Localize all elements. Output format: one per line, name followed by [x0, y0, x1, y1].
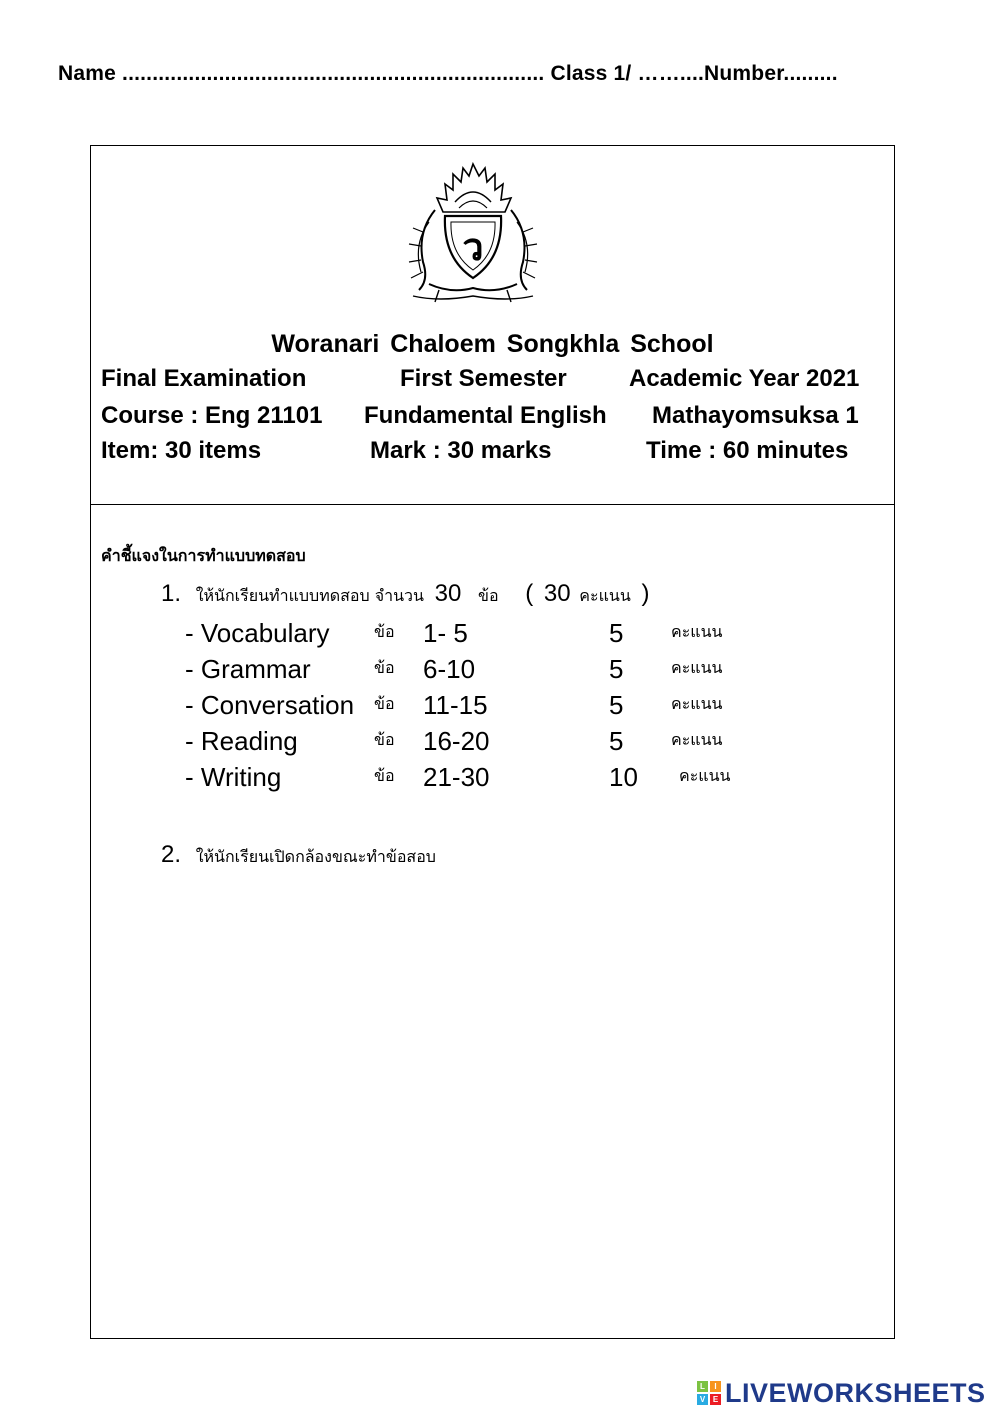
name-class-number-line: Name ...................................................................... Class 1/ ……....Number.........: [58, 62, 838, 85]
section-item-word: ข้อ: [374, 694, 395, 713]
item-1-open-paren: (: [525, 580, 534, 607]
exam-cover-frame: [90, 145, 895, 1339]
section-points: 5: [609, 690, 624, 720]
section-range: 21-30: [423, 762, 490, 792]
instruction-item-2: [161, 841, 436, 870]
section-name: - Grammar: [185, 654, 311, 684]
item-count: Item: 30 items: [101, 437, 262, 464]
item-1-close-paren: ): [641, 580, 650, 607]
section-row-writing: [91, 762, 894, 798]
section-points-word: คะแนน: [671, 730, 723, 749]
section-row-grammar: [91, 654, 894, 690]
item-1-text: ให้นักเรียนทำแบบทดสอบ จำนวน: [195, 586, 424, 605]
item-1-number: 1.: [161, 580, 182, 607]
semester: First Semester: [400, 365, 567, 392]
section-item-word: ข้อ: [374, 658, 395, 677]
course-name: Fundamental English: [364, 402, 607, 429]
section-item-word: ข้อ: [374, 622, 395, 641]
section-range: 6-10: [423, 654, 476, 684]
school-crest-icon: [399, 162, 547, 304]
item-2-text: ให้นักเรียนเปิดกล้องขณะทำข้อสอบ: [195, 847, 436, 866]
logo-text: LIVEWORKSHEETS: [725, 1377, 986, 1408]
liveworksheets-logo: [697, 1378, 986, 1408]
section-points: 5: [609, 618, 624, 648]
section-points: 5: [609, 654, 624, 684]
section-item-word: ข้อ: [374, 730, 395, 749]
item-1-unit: ข้อ: [478, 586, 499, 605]
section-name: - Reading: [185, 726, 298, 756]
section-points-word: คะแนน: [671, 622, 723, 641]
academic-year: Academic Year 2021: [629, 365, 860, 392]
svg-text:ว: ว: [462, 225, 484, 269]
section-row-conversation: [91, 690, 894, 726]
section-points-word: คะแนน: [679, 766, 731, 785]
item-1-score: 30: [543, 580, 571, 607]
section-name: - Vocabulary: [185, 618, 330, 648]
section-name: - Writing: [185, 762, 282, 792]
item-1-count: 30: [434, 580, 462, 607]
school-name: Woranari Chaloem Songkhla School: [271, 330, 714, 358]
item-1-score-unit: คะแนน: [579, 586, 631, 605]
total-marks: Mark : 30 marks: [370, 437, 552, 464]
section-points-word: คะแนน: [671, 694, 723, 713]
instruction-item-1: [161, 580, 649, 609]
section-range: 11-15: [423, 690, 488, 720]
section-points-word: คะแนน: [671, 658, 723, 677]
grade-level: Mathayomsuksa 1: [652, 402, 859, 429]
item-2-number: 2.: [161, 841, 182, 868]
section-range: 16-20: [423, 726, 490, 756]
section-name: - Conversation: [185, 690, 355, 720]
section-row-reading: [91, 726, 894, 762]
section-row-vocabulary: [91, 618, 894, 654]
section-points: 10: [609, 762, 638, 792]
course-code: Course : Eng 21101: [101, 402, 323, 429]
time-limit: Time : 60 minutes: [646, 437, 849, 464]
section-points: 5: [609, 726, 624, 756]
instructions-title: คำชี้แจงในการทำแบบทดสอบ: [101, 546, 306, 565]
section-item-word: ข้อ: [374, 766, 395, 785]
section-range: 1- 5: [423, 618, 468, 648]
exam-type: Final Examination: [101, 365, 307, 392]
logo-cubes-icon: L I V E: [697, 1381, 721, 1405]
exam-header-box: [91, 146, 894, 505]
